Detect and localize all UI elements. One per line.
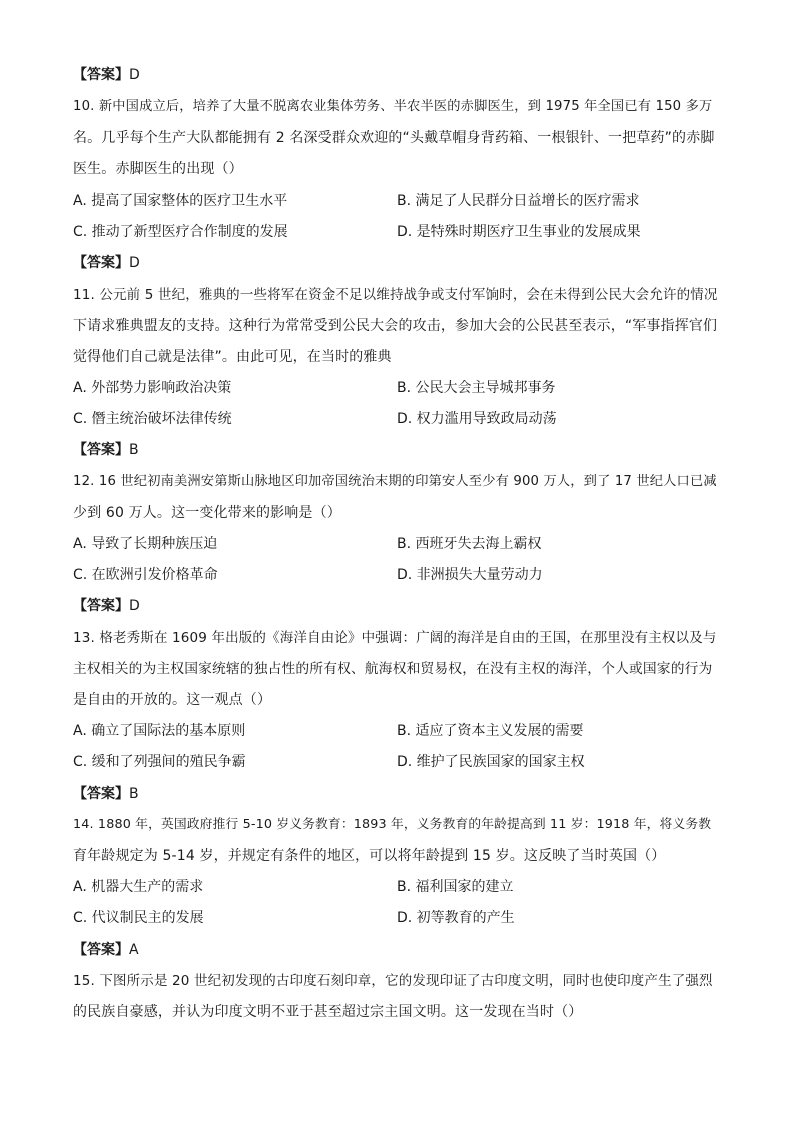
q13-option-b: B. 适应了资本主义发展的需要 <box>397 723 584 739</box>
q12-option-b: B. 西班牙失去海上霸权 <box>397 536 542 552</box>
q13-option-a: A. 确立了国际法的基本原则 <box>73 723 246 739</box>
q13-line-1: 13. 格老秀斯在 1609 年出版的《海洋自由论》中强调：广阔的海洋是自由的王国，在那里没有主权以及与 <box>73 630 717 646</box>
q13-line-3: 是自由的开放的。这一观点（） <box>73 692 272 708</box>
q14-line-2: 育年龄规定为 5-14 岁，并规定有条件的地区，可以将年龄提到 15 岁。这反映了当时英国（） <box>73 848 666 864</box>
q11-line-2: 下请求雅典盟友的支持。这种行为常常受到公民大会的攻击，参加大会的公民甚至表示，“军事指挥官们 <box>73 318 718 334</box>
q12-line-2: 少到 60 万人。这一变化带来的影响是（） <box>73 505 341 521</box>
q14-option-b: B. 福利国家的建立 <box>397 879 514 895</box>
answer-value: A <box>129 942 139 958</box>
answer-q10 <box>73 253 140 273</box>
q14-option-c: C. 代议制民主的发展 <box>73 910 204 926</box>
q11-option-a: A. 外部势力影响政治决策 <box>73 380 232 396</box>
q13-line-2: 主权相关的为主权国家统辖的独占性的所有权、航海权和贸易权，在没有主权的海洋，个人或国家的行为 <box>73 661 713 677</box>
answer-value: B <box>129 786 139 802</box>
q11-option-c: C. 僭主统治破坏法律传统 <box>73 411 232 427</box>
answer-value: D <box>129 255 140 271</box>
answer-q11 <box>73 440 139 460</box>
answer-label: 【答案】 <box>73 786 129 802</box>
answer-label: 【答案】 <box>73 67 129 83</box>
q12-line-1: 12. 16 世纪初南美洲安第斯山脉地区印加帝国统治末期的印第安人至少有 900 万人，到了 17 世纪人口已减 <box>73 474 717 489</box>
q15-line-1: 15. 下图所示是 20 世纪初发现的古印度石刻印章，它的发现印证了古印度文明，同时也使印度产生了强烈 <box>73 973 713 989</box>
q11-option-b: B. 公民大会主导城邦事务 <box>397 380 556 396</box>
q10-option-c: C. 推动了新型医疗合作制度的发展 <box>73 224 288 240</box>
answer-q14 <box>73 940 139 960</box>
q12-option-c: C. 在欧洲引发价格革命 <box>73 567 218 583</box>
q10-line-3: 医生。赤脚医生的出现（） <box>73 161 243 177</box>
answer-value: B <box>129 442 139 458</box>
q13-option-c: C. 缓和了列强间的殖民争霸 <box>73 754 246 770</box>
answer-label: 【答案】 <box>73 942 129 958</box>
answer-q9 <box>73 65 140 85</box>
answer-label: 【答案】 <box>73 255 129 271</box>
q11-line-1: 11. 公元前 5 世纪，雅典的一些将军在资金不足以维持战争或支付军饷时，会在未得到公民大会允许的情况 <box>73 287 718 303</box>
q10-line-1: 10. 新中国成立后，培养了大量不脱离农业集体劳务、半农半医的赤脚医生，到 1975 年全国已有 150 多万 <box>73 99 713 114</box>
answer-label: 【答案】 <box>73 598 129 614</box>
answer-value: D <box>129 598 140 614</box>
q13-option-d: D. 维护了民族国家的国家主权 <box>397 754 585 770</box>
q14-option-a: A. 机器大生产的需求 <box>73 879 204 895</box>
q11-line-3: 觉得他们自己就是法律”。由此可见，在当时的雅典 <box>73 349 392 365</box>
answer-q13 <box>73 784 139 804</box>
answer-value: D <box>129 67 140 83</box>
q11-option-d: D. 权力滥用导致政局动荡 <box>397 411 557 427</box>
q14-option-d: D. 初等教育的产生 <box>397 910 515 926</box>
q15-line-2: 的民族自豪感，并认为印度文明不亚于甚至超过宗主国文明。这一发现在当时（） <box>73 1004 583 1020</box>
q10-option-d: D. 是特殊时期医疗卫生事业的发展成果 <box>397 224 641 240</box>
answer-label: 【答案】 <box>73 442 129 458</box>
answer-q12 <box>73 596 140 616</box>
q14-line-1: 14. 1880 年，英国政府推行 5-10 岁义务教育：1893 年，义务教育的年龄提高到 11 岁：1918 年，将义务教 <box>73 817 712 832</box>
q12-option-a: A. 导致了长期种族压迫 <box>73 536 218 552</box>
q12-option-d: D. 非洲损失大量劳动力 <box>397 567 543 583</box>
q10-option-a: A. 提高了国家整体的医疗卫生水平 <box>73 193 288 209</box>
q10-line-2: 名。几乎每个生产大队都能拥有 2 名深受群众欢迎的“头戴草帽身背药箱、一根银针、一把草药”的赤脚 <box>73 130 715 146</box>
q10-option-b: B. 满足了人民群分日益增长的医疗需求 <box>397 193 640 209</box>
